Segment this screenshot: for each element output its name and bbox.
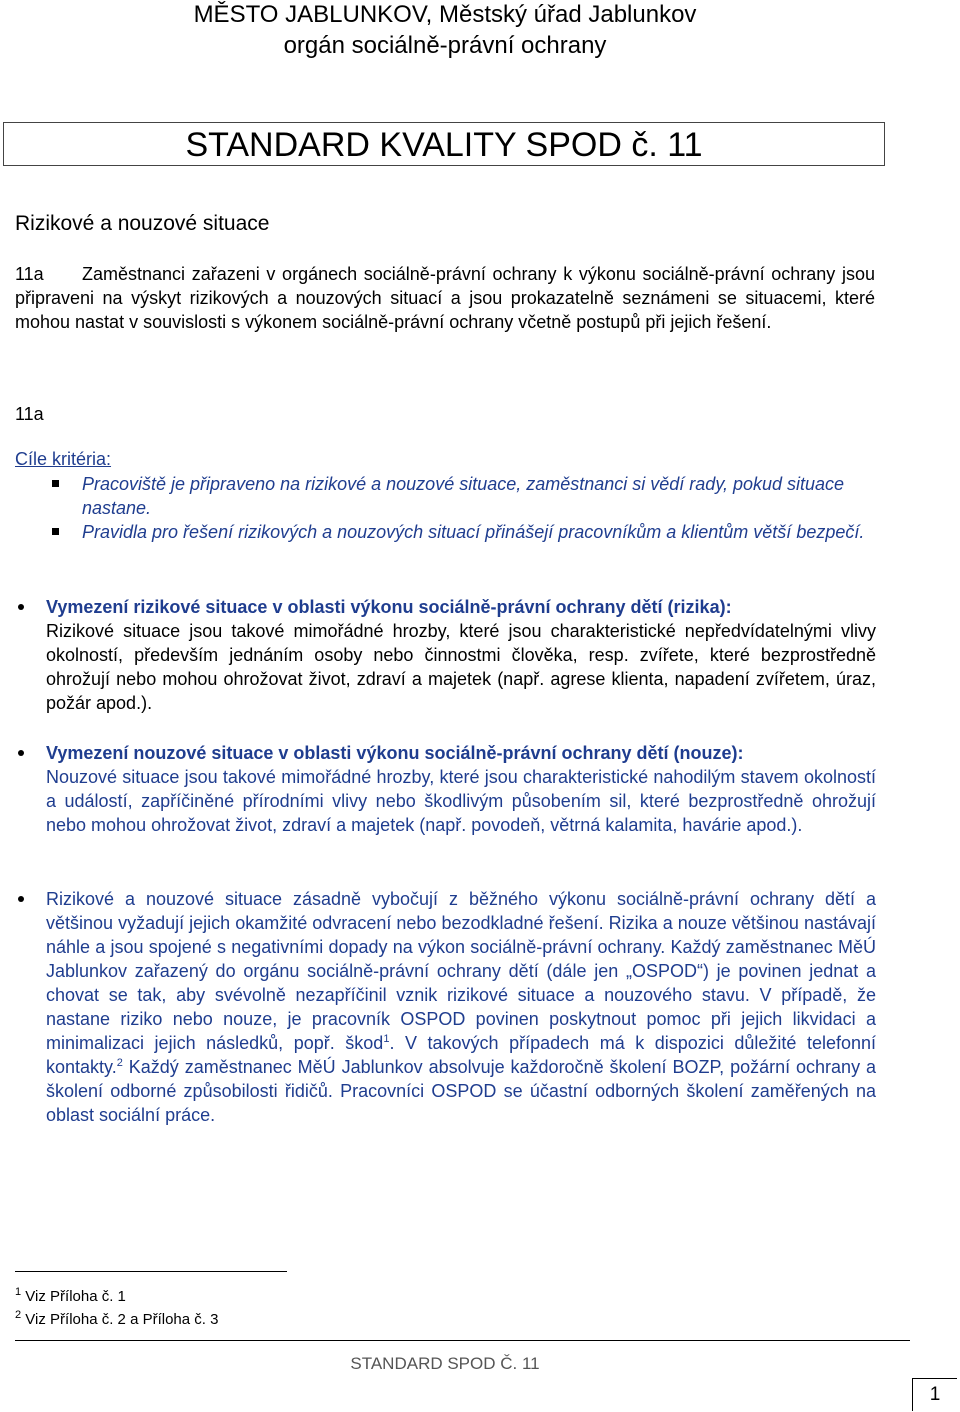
emergency-text: Nouzové situace jsou takové mimořádné hrozby, které jsou charakteristické nahodilým stavem okolností a událostí, zapříčiněné přírodními vlivy nebo škodlivým působením sil, které bezprostředně ohrožují nebo mohou ohrožovat život, zdraví a majetek (např. povodeň, větrná kalamita, havárie apod.).	[46, 767, 876, 835]
square-bullet-icon	[52, 480, 59, 487]
criterion-code: 11a	[15, 264, 44, 284]
bullet-dot-icon	[18, 896, 24, 902]
footnote-text: Viz Příloha č. 1	[25, 1288, 126, 1305]
risk-heading: Vymezení rizikové situace v oblasti výkonu sociálně-právní ochrany dětí (rizika):	[46, 597, 732, 617]
criterion-paragraph	[15, 262, 875, 334]
bullet-dot-icon	[18, 750, 24, 756]
emergency-definition	[46, 741, 876, 837]
bullet-dot-icon	[18, 604, 24, 610]
criterion-text: Zaměstnanci zařazeni v orgánech sociálně-právní ochrany k výkonu sociálně-právní ochrany jsou připraveni na výskyt rizikových a nouzových situací a jsou prokazatelně seznámeni se situacemi, které mohou nastat v souvislosti s výkonem sociálně-právní ochrany včetně postupů při jejich řešení.	[15, 264, 875, 332]
footnote-ref-1[interactable]: 1	[383, 1033, 390, 1045]
footer-text: STANDARD SPOD Č. 11	[350, 1354, 540, 1373]
footer-divider	[15, 1340, 910, 1341]
footnote-ref-2[interactable]: 2	[116, 1057, 123, 1069]
general-text-c: Každý zaměstnanec MěÚ Jablunkov absolvuje každoročně školení BOZP, požární ochrany a školení odborné způsobilosti řidičů. Pracovníci OSPOD se účastní odborných školení zaměřených na oblast sociální práce.	[46, 1057, 876, 1125]
header-line-1: MĚSTO JABLUNKOV, Městský úřad Jablunkov	[193, 1, 697, 28]
general-text-b: . V takových případech má k dispozici důležité telefonní kontakty.	[46, 1033, 876, 1077]
general-text-a: Rizikové a nouzové situace zásadně vybočují z běžného výkonu sociálně-právní ochrany dětí a většinou vyžadují jejich okamžité odvracení nebo bezodkladné řešení. Rizika a nouze většinou nastávají náhle a jsou spojené s negativními dopady na výkon sociálně-právní ochrany. Každý zaměstnanec MěÚ Jablunkov zařazený do orgánu sociálně-právní ochrany dětí (dále jen „OSPOD“) je povinen jednat a chovat se tak, aby svévolně nezapříčinil vznik rizikové situace a nouzového stavu. V případě, že nastane riziko nebo nouze, je pracovník OSPOD povinen poskytnout pomoc při jejich likvidaci a minimalizaci jejich následků, popř. škod	[46, 889, 876, 1053]
footnote-1	[15, 1287, 126, 1307]
goal-item: Pracoviště je připraveno na rizikové a nouzové situace, zaměstnanci si vědí rady, pokud situace nastane.	[82, 474, 845, 518]
section-title: Rizikové a nouzové situace	[15, 212, 270, 235]
footnote-divider	[15, 1271, 287, 1272]
goals-title: Cíle kritéria:	[15, 449, 112, 469]
risk-definition	[46, 595, 876, 715]
general-paragraph	[46, 887, 876, 1127]
footnote-number: 1	[15, 1286, 22, 1298]
header-line-2: orgán sociálně-právní ochrany	[283, 32, 607, 59]
square-bullet-icon	[52, 528, 59, 535]
footnote-number: 2	[15, 1309, 22, 1321]
footnote-2	[15, 1310, 218, 1330]
page-number: 1	[912, 1378, 957, 1411]
goal-item: Pravidla pro řešení rizikových a nouzových situací přinášejí pracovníkům a klientům větší bezpečí.	[82, 522, 865, 542]
criterion-label: 11a	[15, 404, 44, 424]
footnote-text: Viz Příloha č. 2 a Příloha č. 3	[25, 1311, 219, 1328]
emergency-heading: Vymezení nouzové situace v oblasti výkonu sociálně-právní ochrany dětí (nouze):	[46, 743, 744, 763]
risk-text: Rizikové situace jsou takové mimořádné hrozby, které jsou charakteristické nepředvídatelnými vlivy okolností, především jednáním osoby nebo činnostmi člověka, resp. zvířete, které bezprostředně ohrožují nebo mohou ohrožovat život, zdraví a majetek (např. agrese klienta, napadení zvířetem, úraz, požár apod.).	[46, 621, 876, 713]
standard-title: STANDARD KVALITY SPOD č. 11	[3, 122, 885, 166]
